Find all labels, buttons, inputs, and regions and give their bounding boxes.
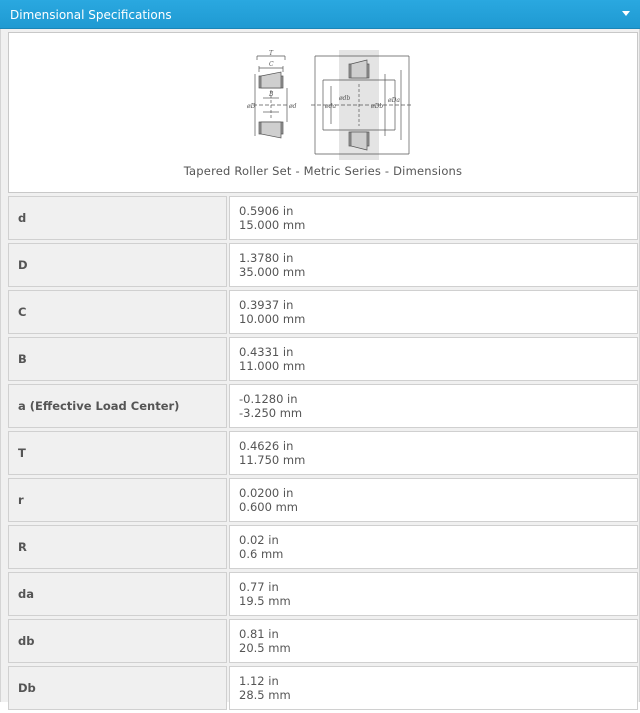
spec-value-metric: 11.000 mm [239, 359, 306, 373]
spec-value-metric: 19.5 mm [239, 594, 291, 608]
spec-value-metric: -3.250 mm [239, 406, 303, 420]
spec-value-imperial: 0.02 in [239, 533, 279, 547]
spec-value [229, 525, 638, 569]
table-row [8, 337, 638, 381]
spec-value-metric: 0.600 mm [239, 500, 298, 514]
spec-value-imperial: 0.77 in [239, 580, 279, 594]
table-row [8, 431, 638, 475]
table-row [8, 525, 638, 569]
svg-text:øda: øda [325, 103, 337, 110]
table-row [8, 619, 638, 663]
chevron-down-icon[interactable] [622, 11, 630, 16]
svg-text:B: B [269, 91, 274, 98]
spec-label: d [8, 196, 227, 240]
table-row [8, 478, 638, 522]
table-row [8, 384, 638, 428]
specifications-panel [0, 29, 640, 702]
spec-value-imperial: 1.3780 in [239, 251, 294, 265]
spec-value-imperial: 1.12 in [239, 674, 279, 688]
spec-value [229, 478, 638, 522]
spec-label: R [8, 525, 227, 569]
table-row [8, 243, 638, 287]
svg-text:ød: ød [289, 103, 297, 110]
spec-value-imperial: 0.5906 in [239, 204, 294, 218]
spec-label: db [8, 619, 227, 663]
section-header[interactable] [0, 0, 640, 29]
spec-value [229, 619, 638, 663]
spec-label: r [8, 478, 227, 522]
spec-value-imperial: 0.4626 in [239, 439, 294, 453]
spec-label: D [8, 243, 227, 287]
diagram-box [8, 32, 638, 193]
table-row [8, 196, 638, 240]
section-title: Dimensional Specifications [10, 8, 172, 22]
spec-value-imperial: 0.0200 in [239, 486, 294, 500]
spec-value-metric: 35.000 mm [239, 265, 306, 279]
svg-text:C: C [269, 61, 274, 68]
table-row [8, 666, 638, 710]
spec-label: a (Effective Load Center) [8, 384, 227, 428]
svg-text:øDb: øDb [371, 103, 384, 110]
specs-table [8, 196, 638, 713]
spec-value-metric: 10.000 mm [239, 312, 306, 326]
spec-label: T [8, 431, 227, 475]
spec-value [229, 337, 638, 381]
diagram-caption: Tapered Roller Set - Metric Series - Dimensions [183, 164, 463, 178]
spec-value-imperial: 0.81 in [239, 627, 279, 641]
spec-value-metric: 28.5 mm [239, 688, 291, 702]
spec-value-imperial: -0.1280 in [239, 392, 298, 406]
spec-value-metric: 15.000 mm [239, 218, 306, 232]
spec-value [229, 572, 638, 616]
spec-value-metric: 11.750 mm [239, 453, 306, 467]
spec-value-metric: 0.6 mm [239, 547, 284, 561]
spec-value [229, 196, 638, 240]
spec-value-imperial: 0.3937 in [239, 298, 294, 312]
bearing-diagram-icon [245, 50, 411, 160]
spec-value [229, 384, 638, 428]
spec-label: da [8, 572, 227, 616]
spec-value-metric: 20.5 mm [239, 641, 291, 655]
spec-value [229, 431, 638, 475]
spec-value [229, 243, 638, 287]
spec-value-imperial: 0.4331 in [239, 345, 294, 359]
svg-text:ødb: ødb [339, 95, 351, 102]
table-row [8, 572, 638, 616]
spec-label: Db [8, 666, 227, 710]
svg-text:T: T [269, 50, 274, 57]
spec-label: B [8, 337, 227, 381]
spec-value [229, 666, 638, 710]
spec-label: C [8, 290, 227, 334]
svg-text:øDa: øDa [388, 97, 400, 104]
table-row [8, 290, 638, 334]
spec-value [229, 290, 638, 334]
svg-text:øD: øD [247, 103, 256, 110]
